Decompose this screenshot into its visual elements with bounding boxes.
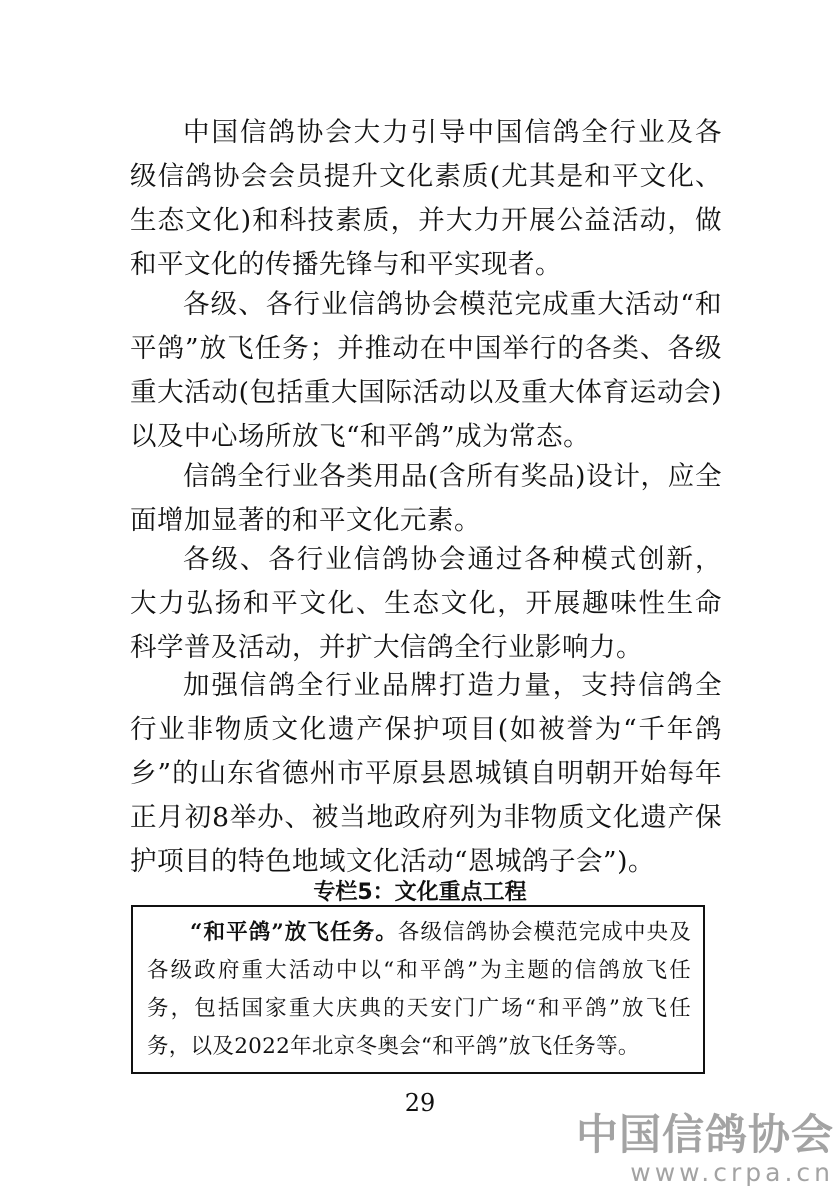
watermark xyxy=(576,1111,834,1187)
paragraph-5: 加强信鸽全行业品牌打造力量，支持信鸽全行业非物质文化遗产保护项目(如被誉为“千年鸽乡”的山东省德州市平原县恩城镇自明朝开始每年正月初8举办、被当地政府列为非物质文化遗产保护项目的特色地域文化活动“恩城鸽子会”)。 xyxy=(130,670,722,877)
paragraph-3: 信鸽全行业各类用品(含所有奖品)设计，应全面增加显著的和平文化元素。 xyxy=(130,461,722,536)
column-box-lead: “和平鸽”放飞任务。 xyxy=(190,920,398,945)
paragraph-4: 各级、各行业信鸽协会通过各种模式创新，大力弘扬和平文化、生态文化，开展趣味性生命科学普及活动，并扩大信鸽全行业影响力。 xyxy=(130,544,722,663)
watermark-title: 中国信鸽协会 xyxy=(575,1110,834,1159)
column-box-title: 专栏5：文化重点工程 xyxy=(313,880,527,905)
paragraph-1: 中国信鸽协会大力引导中国信鸽全行业及各级信鸽协会会员提升文化素质(尤其是和平文化、生态文化)和科技素质，并大力开展公益活动，做和平文化的传播先锋与和平实现者。 xyxy=(130,117,722,280)
paragraph-2: 各级、各行业信鸽协会模范完成重大活动“和平鸽”放飞任务；并推动在中国举行的各类、各级重大活动(包括重大国际活动以及重大体育运动会)以及中心场所放飞“和平鸽”成为常态。 xyxy=(130,289,722,452)
page-number: 29 xyxy=(404,1089,436,1117)
watermark-url: www.crpa.cn xyxy=(630,1158,834,1187)
column-box-text xyxy=(147,914,691,1066)
column-box-body: 各级信鸽协会模范完成中央及各级政府重大活动中以“和平鸽”为主题的信鸽放飞任务，包括国家重大庆典的天安门广场“和平鸽”放飞任务，以及2022年北京冬奥会“和平鸽”放飞任务等。 xyxy=(147,920,692,1059)
